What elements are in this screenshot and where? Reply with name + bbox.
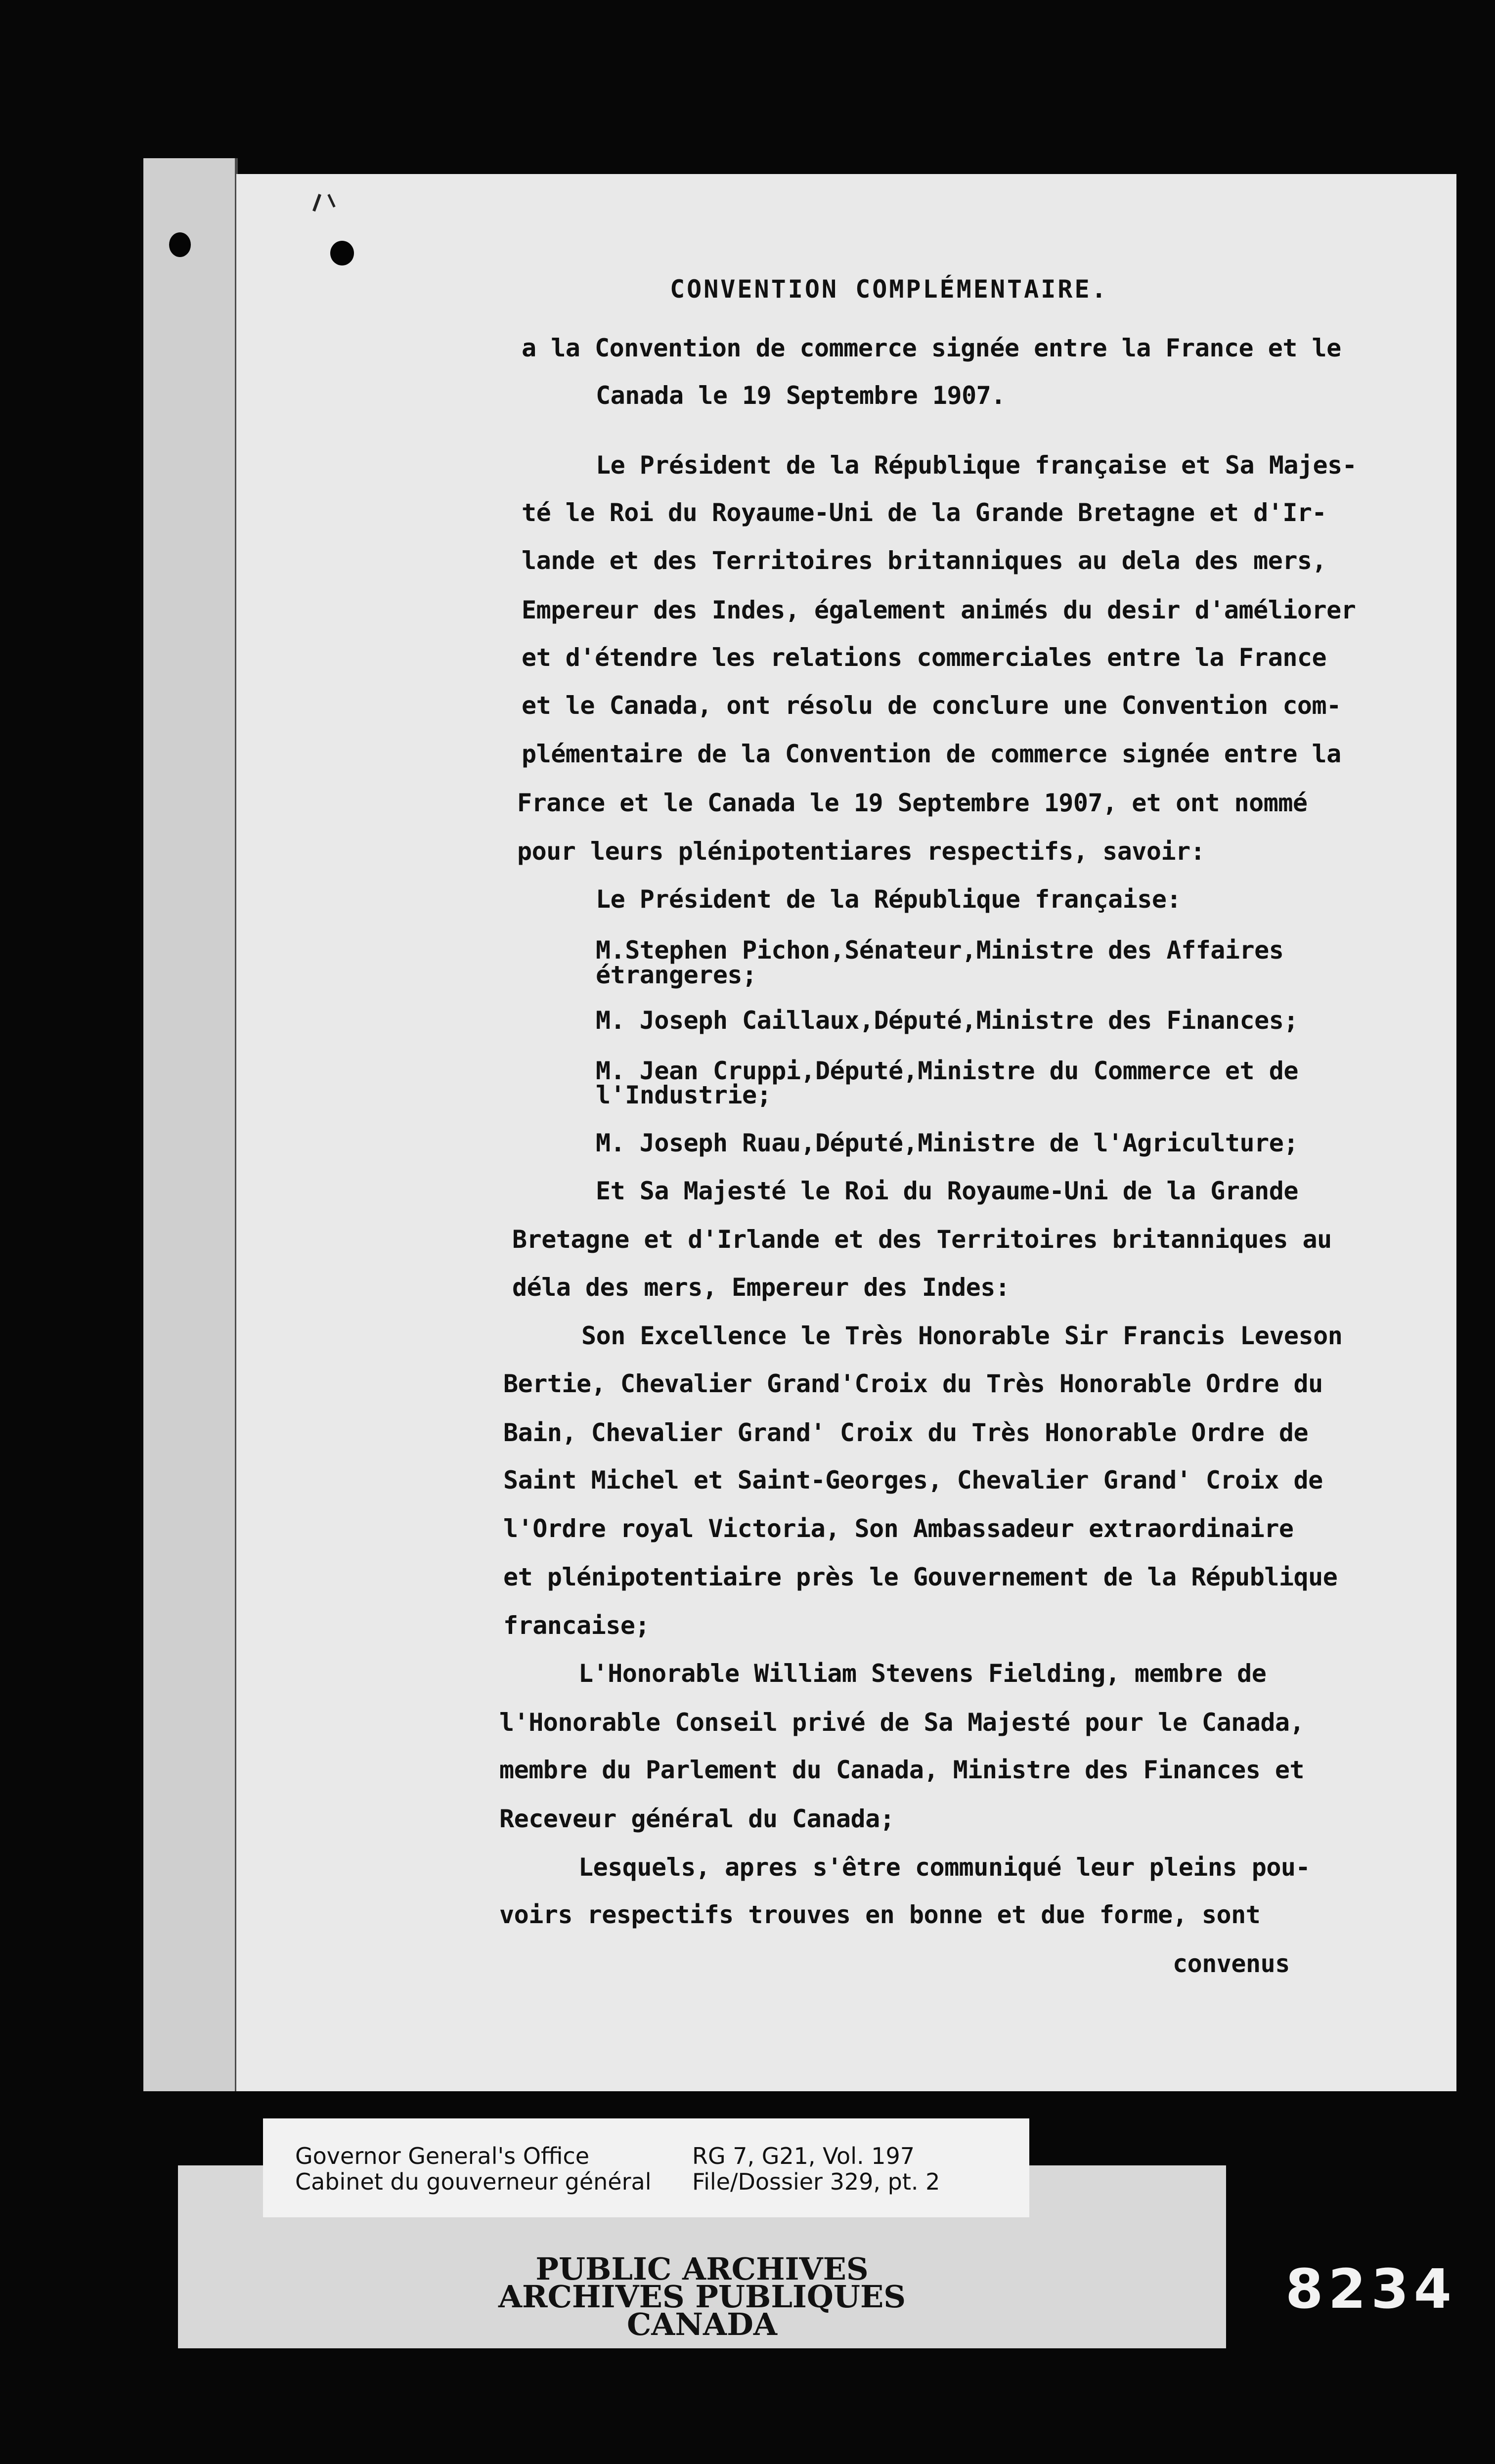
text-line: Lesquels, apres s'être communiqué leur pleins pou- (578, 1853, 1311, 1882)
text-line: M. Joseph Ruau,Député,Ministre de l'Agriculture; (596, 1129, 1298, 1157)
text-line: M. Joseph Caillaux,Député,Ministre des Finances; (596, 1006, 1298, 1035)
stamp-line: ARCHIVES PUBLIQUES (498, 2279, 906, 2315)
text-line: voirs respectifs trouves en bonne et due forme, sont (499, 1900, 1261, 1929)
text-line: Bertie, Chevalier Grand'Croix du Très Honorable Ordre du (503, 1369, 1323, 1398)
text-line: L'Honorable William Stevens Fielding, membre de (578, 1659, 1267, 1688)
text-line: étrangeres; (596, 961, 757, 989)
text-line: Saint Michel et Saint-Georges, Chevalier Grand' Croix de (503, 1466, 1323, 1495)
text-line: Bain, Chevalier Grand' Croix du Très Honorable Ordre de (503, 1418, 1309, 1447)
text-line: l'Industrie; (596, 1081, 772, 1109)
text-line: Le Président de la République française et Sa Majes- (596, 451, 1357, 480)
text-line: Empereur des Indes, également animés du desir d'améliorer (522, 596, 1356, 624)
file-reference: File/Dossier 329, pt. 2 (692, 2168, 940, 2195)
text-line: Le Président de la République française: (596, 885, 1182, 914)
pen-mark (327, 194, 335, 207)
text-line: et le Canada, ont résolu de conclure une Convention com- (522, 691, 1341, 720)
text-line: Et Sa Majesté le Roi du Royaume-Uni de la Grande (596, 1177, 1298, 1205)
text-line: Bretagne et d'Irlande et des Territoires britanniques au (512, 1225, 1332, 1254)
left-binding-sheet (143, 158, 238, 2091)
document-page (236, 174, 1456, 2091)
punch-hole (330, 241, 354, 265)
stamp-line: PUBLIC ARCHIVES (535, 2251, 869, 2287)
document-title: CONVENTION COMPLÉMENTAIRE. (670, 275, 1108, 304)
text-line: M.Stephen Pichon,Sénateur,Ministre des Affaires (596, 936, 1284, 965)
text-line: M. Jean Cruppi,Député,Ministre du Commerce et de (596, 1056, 1298, 1085)
office-french: Cabinet du gouverneur général (295, 2168, 652, 2195)
text-line: plémentaire de la Convention de commerce signée entre la (522, 740, 1341, 768)
text-line: France et le Canada le 19 Septembre 1907, et ont nommé (517, 789, 1308, 817)
text-line: convenus (1173, 1949, 1290, 1978)
text-line: Canada le 19 Septembre 1907. (596, 381, 1006, 410)
stamp-line: CANADA (626, 2306, 778, 2342)
text-line: et plénipotentiaire près le Gouvernement de la République (503, 1563, 1338, 1591)
archive-reference-label (263, 2118, 1029, 2217)
frame-number: 8234 (1285, 2257, 1457, 2321)
text-line: l'Ordre royal Victoria, Son Ambassadeur extraordinaire (503, 1514, 1294, 1543)
text-line: Receveur général du Canada; (499, 1804, 895, 1833)
text-line: Son Excellence le Très Honorable Sir Francis Leveson (581, 1321, 1343, 1350)
text-line: té le Roi du Royaume-Uni de la Grande Bretagne et d'Ir- (522, 498, 1327, 527)
text-line: l'Honorable Conseil privé de Sa Majesté pour le Canada, (499, 1708, 1305, 1737)
record-group-reference: RG 7, G21, Vol. 197 (692, 2143, 915, 2169)
text-line: pour leurs plénipotentiares respectifs, savoir: (517, 837, 1205, 866)
pen-mark (312, 194, 321, 212)
office-english: Governor General's Office (295, 2143, 590, 2169)
punch-hole (169, 232, 191, 257)
text-line: francaise; (503, 1611, 650, 1640)
text-line: a la Convention de commerce signée entre la France et le (522, 334, 1341, 362)
text-line: et d'étendre les relations commerciales entre la France (522, 643, 1327, 672)
text-line: membre du Parlement du Canada, Ministre des Finances et (499, 1756, 1305, 1784)
text-line: déla des mers, Empereur des Indes: (512, 1273, 1010, 1302)
text-line: lande et des Territoires britanniques au dela des mers, (522, 546, 1327, 575)
